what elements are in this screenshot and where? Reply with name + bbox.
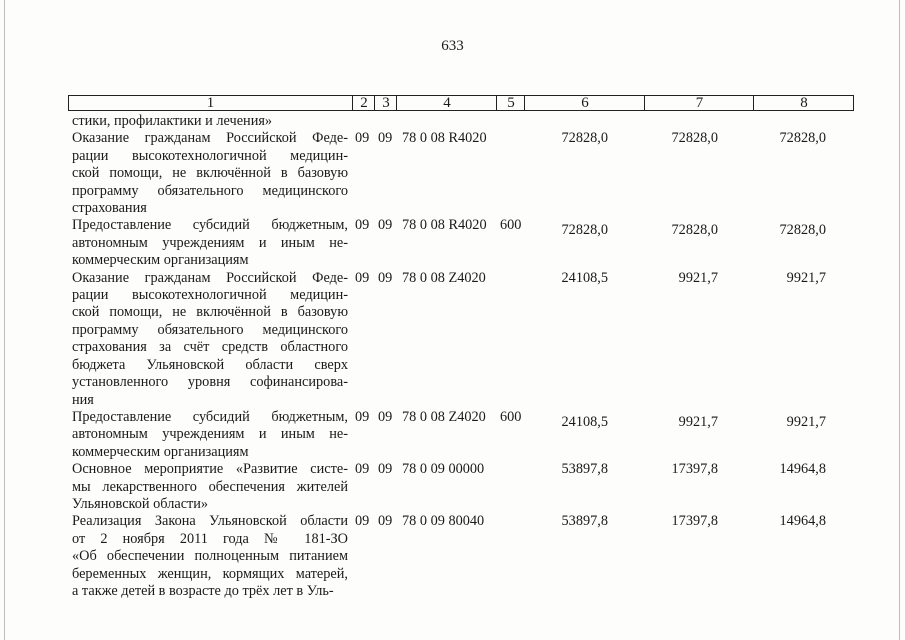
table-row xyxy=(0,270,905,409)
description-line: «Об обеспечении полноценным питанием xyxy=(72,548,348,565)
description-line: программу обязательного медицинского xyxy=(72,321,348,338)
amount-col-6: 24108,5 xyxy=(561,269,608,286)
description-line: автономным учреждениям и иным не- xyxy=(72,426,348,443)
description-line: Основное мероприятие «Развитие систе- xyxy=(72,461,348,478)
amount-col-8: 72828,0 xyxy=(779,130,826,147)
amount-col-7: 9921,7 xyxy=(678,413,718,430)
page-number: 633 xyxy=(441,38,464,54)
amount-col-7: 17397,8 xyxy=(671,461,718,478)
description-line: коммерческим организациям xyxy=(72,252,249,269)
amount-col-6: 24108,5 xyxy=(561,413,608,430)
section-code: 09 xyxy=(355,408,370,425)
header-col-1: 1 xyxy=(206,95,215,111)
subsection-code: 09 xyxy=(378,513,393,530)
description-line: коммерческим организациям xyxy=(72,443,249,460)
description-line: а также детей в возрасте до трёх лет в Уль- xyxy=(72,582,334,599)
table-row xyxy=(0,461,905,513)
description-line: рации высокотехнологичной медицин- xyxy=(72,147,348,164)
description-line: бюджета Ульяновской области сверх xyxy=(72,356,348,373)
table-row xyxy=(0,130,905,217)
description-line: страхования xyxy=(72,200,147,217)
amount-col-8: 14964,8 xyxy=(779,513,826,530)
table-body xyxy=(0,113,905,640)
header-col-6: 6 xyxy=(524,96,645,110)
item-description xyxy=(72,461,348,513)
header-col-4: 4 xyxy=(396,96,497,110)
description-line: Оказание гражданам Российской Феде- xyxy=(72,130,348,147)
subsection-code: 09 xyxy=(378,408,393,425)
subsection-code: 09 xyxy=(378,461,393,478)
description-line: страхования за счёт средств областного xyxy=(72,339,348,356)
subsection-code: 09 xyxy=(378,217,393,234)
item-description xyxy=(72,217,348,269)
amount-col-6: 53897,8 xyxy=(561,461,608,478)
table-row xyxy=(0,409,905,461)
table-row xyxy=(0,217,905,269)
item-description xyxy=(72,270,348,409)
header-col-2: 2 xyxy=(352,96,375,110)
item-description xyxy=(72,113,348,130)
amount-col-6: 72828,0 xyxy=(561,222,608,239)
section-code: 09 xyxy=(355,130,370,147)
subsection-code: 09 xyxy=(378,269,393,286)
item-description xyxy=(72,409,348,461)
section-code: 09 xyxy=(355,461,370,478)
amount-col-7: 17397,8 xyxy=(671,513,718,530)
amount-col-8: 14964,8 xyxy=(779,461,826,478)
header-col-7: 7 xyxy=(644,96,754,110)
description-line: ния xyxy=(72,391,94,408)
description-line: программу обязательного медицинского xyxy=(72,182,348,199)
amount-col-8: 9921,7 xyxy=(786,269,826,286)
description-line: Оказание гражданам Российской Феде- xyxy=(72,269,348,286)
amount-col-7: 72828,0 xyxy=(671,130,718,147)
description-line: установленного уровня софинансирова- xyxy=(72,374,348,391)
header-col-5: 5 xyxy=(496,96,525,110)
description-line: ской помощи, не включённой в базовую xyxy=(72,165,348,182)
target-article-code: 78 0 09 80040 xyxy=(402,513,485,530)
table-row xyxy=(0,513,905,600)
description-line: Предоставление субсидий бюджетным, xyxy=(72,408,348,425)
amount-col-7: 9921,7 xyxy=(678,269,718,286)
description-line: беременных женщин, кормящих матерей, xyxy=(72,565,348,582)
description-line: Ульяновской области» xyxy=(72,495,209,512)
description-line: автономным учреждениям и иным не- xyxy=(72,234,348,251)
expense-type-code: 600 xyxy=(500,408,522,425)
target-article-code: 78 0 08 Z4020 xyxy=(402,269,486,286)
description-line: рации высокотехнологичной медицин- xyxy=(72,287,348,304)
description-line: стики, профилактики и лечения» xyxy=(72,113,273,129)
section-code: 09 xyxy=(355,513,370,530)
description-line: Предоставление субсидий бюджетным, xyxy=(72,217,348,234)
amount-col-6: 53897,8 xyxy=(561,513,608,530)
item-description xyxy=(72,513,348,600)
table-header-row xyxy=(68,95,854,111)
section-code: 09 xyxy=(355,217,370,234)
description-line: Реализация Закона Ульяновской области xyxy=(72,513,348,530)
expense-type-code: 600 xyxy=(500,217,522,234)
target-article-code: 78 0 08 Z4020 xyxy=(402,408,486,425)
section-code: 09 xyxy=(355,269,370,286)
description-line: мы лекарственного обеспечения жителей xyxy=(72,478,348,495)
target-article-code: 78 0 08 R4020 xyxy=(402,130,487,147)
description-line: ской помощи, не включённой в базовую xyxy=(72,304,348,321)
target-article-code: 78 0 09 00000 xyxy=(402,461,485,478)
amount-col-8: 72828,0 xyxy=(779,222,826,239)
subsection-code: 09 xyxy=(378,130,393,147)
header-col-3: 3 xyxy=(374,96,397,110)
amount-col-6: 72828,0 xyxy=(561,130,608,147)
target-article-code: 78 0 08 R4020 xyxy=(402,217,487,234)
item-description xyxy=(72,130,348,217)
table-row xyxy=(0,113,905,130)
description-line: от 2 ноября 2011 года № 181-ЗО xyxy=(72,530,348,547)
amount-col-8: 9921,7 xyxy=(786,413,826,430)
amount-col-7: 72828,0 xyxy=(671,222,718,239)
header-col-8: 8 xyxy=(753,96,854,110)
